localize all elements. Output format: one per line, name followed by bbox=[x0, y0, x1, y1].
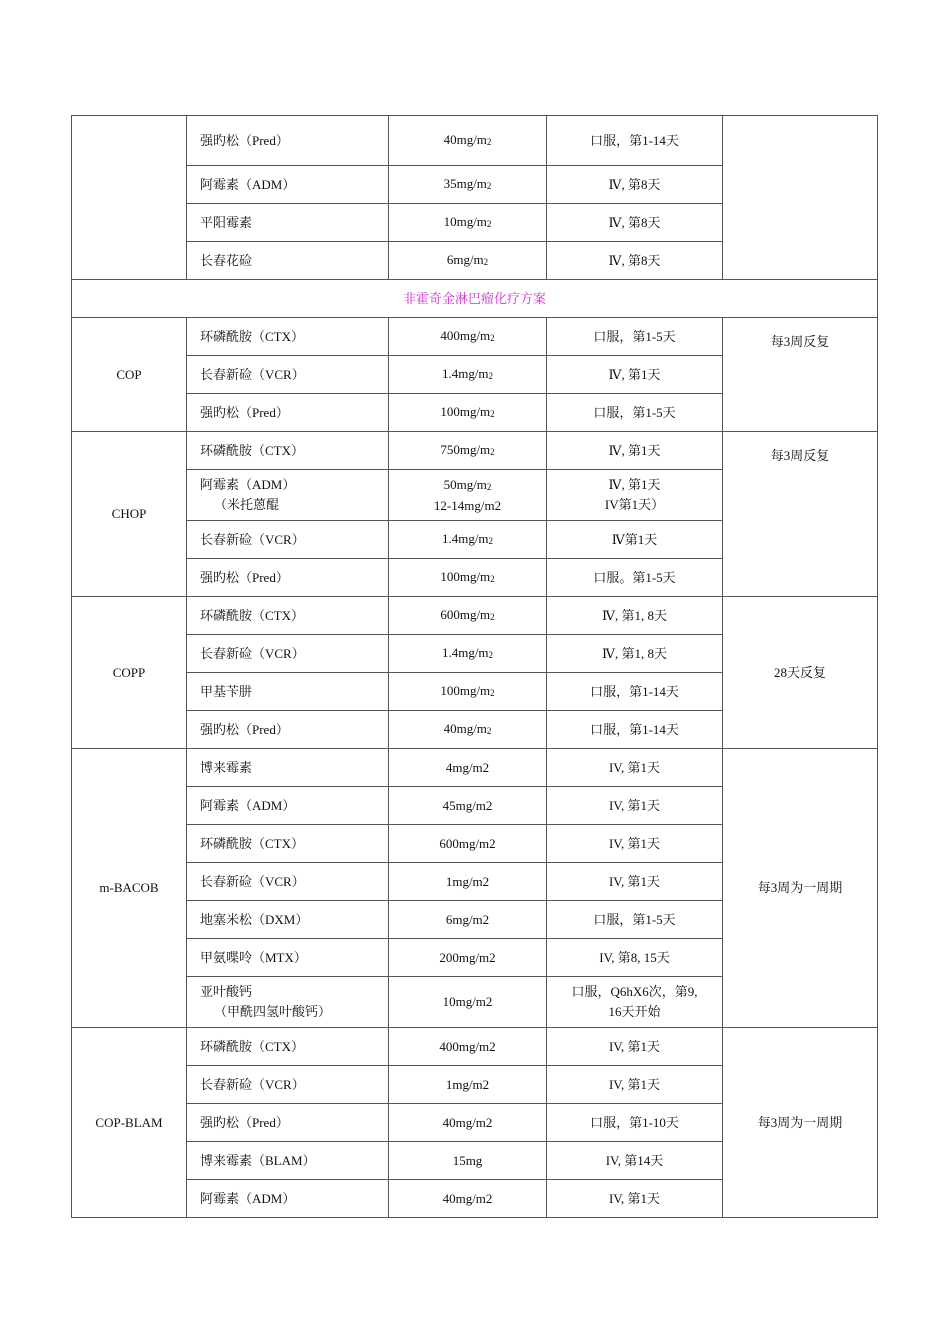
dose-cell bbox=[389, 863, 547, 901]
dose-cell bbox=[389, 711, 547, 749]
dose-value: 40mg/m bbox=[443, 132, 487, 147]
route-cell bbox=[547, 939, 723, 977]
drug-name: 强旳松（Pred） bbox=[200, 1114, 289, 1130]
route-cell bbox=[547, 356, 723, 394]
dose-value: 40mg/m2 bbox=[442, 1190, 493, 1206]
dose-unit-exponent: 2 bbox=[490, 612, 495, 622]
route-cell bbox=[547, 432, 723, 470]
dose-value: 4mg/m2 bbox=[445, 759, 490, 775]
drug-cell bbox=[187, 825, 389, 863]
dose-value: 600mg/m bbox=[440, 607, 491, 622]
dose-unit-exponent: 2 bbox=[486, 181, 492, 191]
drug-cell bbox=[187, 559, 389, 597]
dose-unit-exponent: 2 bbox=[486, 481, 492, 492]
cycle-note: 每3周为一周期 bbox=[723, 1028, 878, 1218]
regimen-name: m-BACOB bbox=[72, 749, 187, 1028]
drug-name: 长春新硷（VCR） bbox=[200, 873, 305, 889]
dose-cell bbox=[389, 470, 547, 521]
route-cell bbox=[547, 1104, 723, 1142]
dose-cell bbox=[389, 242, 547, 280]
drug-cell bbox=[187, 1028, 389, 1066]
dose-value-alt: 12-14mg/m2 bbox=[433, 497, 502, 513]
route-cell bbox=[547, 1142, 723, 1180]
drug-name: 阿霉素（ADM） bbox=[200, 1190, 296, 1206]
route-cell bbox=[547, 1028, 723, 1066]
route-cell bbox=[547, 977, 723, 1028]
route-schedule-alt: IV第1天） bbox=[604, 497, 665, 512]
drug-name: 阿霉素（ADM） bbox=[200, 176, 296, 192]
dose-unit-exponent: 2 bbox=[490, 333, 495, 343]
route-cell bbox=[547, 749, 723, 787]
route-cell bbox=[547, 166, 723, 204]
table-row bbox=[72, 597, 878, 635]
drug-cell bbox=[187, 394, 389, 432]
dose-cell bbox=[389, 116, 547, 166]
route-schedule: IV, 第1天 bbox=[608, 797, 661, 813]
dose-cell bbox=[389, 977, 547, 1028]
route-schedule: 口服，第1-14天 bbox=[590, 683, 679, 699]
dose-value: 6mg/m2 bbox=[445, 911, 490, 927]
dose-value: 35mg/m bbox=[443, 176, 487, 191]
section-header-row bbox=[72, 280, 878, 318]
dose-unit-exponent: 2 bbox=[488, 371, 494, 381]
section-title: 非霍奇金淋巴瘤化疗方案 bbox=[72, 280, 878, 318]
dose-cell bbox=[389, 1066, 547, 1104]
drug-name: 阿霉素（ADM） bbox=[200, 477, 296, 492]
route-schedule: 口服，第1-5天 bbox=[593, 404, 676, 420]
drug-name: 平阳霉素 bbox=[200, 214, 253, 230]
route-schedule: Ⅳ, 第8天 bbox=[608, 252, 661, 268]
drug-cell bbox=[187, 242, 389, 280]
dose-cell bbox=[389, 394, 547, 432]
drug-name: 强旳松（Pred） bbox=[200, 132, 289, 148]
drug-name: 博来霉素（BLAM） bbox=[200, 1152, 316, 1168]
route-cell bbox=[547, 318, 723, 356]
route-cell bbox=[547, 470, 723, 521]
drug-cell bbox=[187, 673, 389, 711]
drug-cell bbox=[187, 1104, 389, 1142]
route-cell bbox=[547, 1180, 723, 1218]
drug-name-alt: （甲酰四氢叶酸钙） bbox=[214, 1004, 332, 1019]
drug-cell bbox=[187, 1180, 389, 1218]
route-schedule: 口服，第1-10天 bbox=[590, 1114, 679, 1130]
route-cell bbox=[547, 787, 723, 825]
route-schedule: Ⅳ, 第8天 bbox=[608, 214, 661, 230]
dose-value: 10mg/m2 bbox=[442, 994, 493, 1009]
drug-name: 亚叶酸钙 bbox=[200, 984, 253, 999]
dose-unit-exponent: 2 bbox=[486, 219, 492, 229]
route-schedule: IV, 第1天 bbox=[608, 1076, 661, 1092]
drug-name: 环磷酰胺（CTX） bbox=[200, 607, 305, 623]
drug-cell bbox=[187, 1066, 389, 1104]
drug-name: 环磷酰胺（CTX） bbox=[200, 1038, 305, 1054]
dose-cell bbox=[389, 356, 547, 394]
cycle-cell-continued bbox=[723, 116, 878, 280]
drug-name: 长春新硷（VCR） bbox=[200, 531, 305, 547]
table-row bbox=[72, 318, 878, 356]
route-cell bbox=[547, 242, 723, 280]
drug-name: 长春新硷（VCR） bbox=[200, 1076, 305, 1092]
dose-value: 6mg/m bbox=[446, 252, 484, 267]
dose-value: 200mg/m2 bbox=[439, 949, 496, 965]
dose-cell bbox=[389, 204, 547, 242]
drug-name: 强旳松（Pred） bbox=[200, 569, 289, 585]
route-schedule: Ⅳ, 第1天 bbox=[608, 477, 661, 492]
drug-cell bbox=[187, 204, 389, 242]
dose-cell bbox=[389, 432, 547, 470]
dose-cell bbox=[389, 521, 547, 559]
dose-cell bbox=[389, 1142, 547, 1180]
regimen-table-page bbox=[71, 115, 877, 1221]
dose-cell bbox=[389, 1028, 547, 1066]
drug-cell bbox=[187, 432, 389, 470]
drug-cell bbox=[187, 901, 389, 939]
route-schedule: Ⅳ, 第1, 8天 bbox=[602, 607, 667, 623]
dose-value: 40mg/m bbox=[443, 721, 487, 736]
table-row bbox=[72, 432, 878, 470]
route-cell bbox=[547, 394, 723, 432]
dose-cell bbox=[389, 673, 547, 711]
dose-cell bbox=[389, 901, 547, 939]
drug-cell bbox=[187, 635, 389, 673]
drug-cell bbox=[187, 749, 389, 787]
route-schedule: 口服，第1-14天 bbox=[590, 721, 679, 737]
route-schedule: Ⅳ第1天 bbox=[611, 531, 658, 547]
drug-cell bbox=[187, 521, 389, 559]
route-cell bbox=[547, 635, 723, 673]
route-cell bbox=[547, 825, 723, 863]
dose-value: 100mg/m bbox=[440, 569, 491, 584]
table-row bbox=[72, 116, 878, 166]
dose-unit-exponent: 2 bbox=[483, 257, 489, 267]
drug-name: 强旳松（Pred） bbox=[200, 721, 289, 737]
dose-unit-exponent: 2 bbox=[490, 447, 495, 457]
dose-value: 10mg/m bbox=[443, 214, 487, 229]
drug-cell bbox=[187, 939, 389, 977]
route-schedule: IV, 第1天 bbox=[608, 1038, 661, 1054]
route-schedule: 口服，第1-14天 bbox=[590, 132, 679, 148]
route-schedule: 口服，第1-5天 bbox=[593, 328, 676, 344]
drug-name: 环磷酰胺（CTX） bbox=[200, 835, 305, 851]
dose-value: 40mg/m2 bbox=[442, 1114, 493, 1130]
dose-value: 400mg/m2 bbox=[439, 1038, 496, 1054]
regimen-cell-continued bbox=[72, 116, 187, 280]
route-schedule: IV, 第14天 bbox=[605, 1152, 664, 1168]
drug-cell bbox=[187, 1142, 389, 1180]
route-cell bbox=[547, 521, 723, 559]
drug-cell bbox=[187, 597, 389, 635]
dose-cell bbox=[389, 1104, 547, 1142]
drug-name: 地塞米松（DXM） bbox=[200, 911, 309, 927]
route-schedule-alt: 16天开始 bbox=[608, 1004, 661, 1019]
route-schedule: 口服。第1-5天 bbox=[593, 569, 676, 585]
drug-name: 强旳松（Pred） bbox=[200, 404, 289, 420]
dose-value: 1.4mg/m bbox=[441, 531, 489, 546]
dose-value: 750mg/m bbox=[440, 442, 491, 457]
cycle-note: 每3周为一周期 bbox=[723, 749, 878, 1028]
route-cell bbox=[547, 673, 723, 711]
route-schedule: Ⅳ, 第8天 bbox=[608, 176, 661, 192]
dose-value: 600mg/m2 bbox=[439, 835, 496, 851]
drug-cell bbox=[187, 318, 389, 356]
route-cell bbox=[547, 1066, 723, 1104]
drug-cell bbox=[187, 116, 389, 166]
drug-name: 长春新硷（VCR） bbox=[200, 366, 305, 382]
dose-value: 50mg/m bbox=[443, 476, 487, 492]
route-cell bbox=[547, 901, 723, 939]
regimen-name: CHOP bbox=[72, 432, 187, 597]
dose-cell bbox=[389, 559, 547, 597]
route-schedule: Ⅳ, 第1天 bbox=[608, 366, 661, 382]
dose-unit-exponent: 2 bbox=[490, 688, 495, 698]
drug-name: 长春新硷（VCR） bbox=[200, 645, 305, 661]
dose-value: 15mg bbox=[452, 1152, 483, 1168]
cycle-note: 28天反复 bbox=[723, 597, 878, 749]
drug-cell bbox=[187, 470, 389, 521]
dose-unit-exponent: 2 bbox=[486, 137, 492, 147]
dose-cell bbox=[389, 939, 547, 977]
dose-value: 100mg/m bbox=[440, 683, 491, 698]
route-schedule: IV, 第8, 15天 bbox=[599, 949, 670, 965]
dose-cell bbox=[389, 318, 547, 356]
drug-name: 环磷酰胺（CTX） bbox=[200, 442, 305, 458]
drug-name: 阿霉素（ADM） bbox=[200, 797, 296, 813]
drug-name: 环磷酰胺（CTX） bbox=[200, 328, 305, 344]
drug-cell bbox=[187, 356, 389, 394]
dose-value: 400mg/m bbox=[440, 328, 491, 343]
dose-cell bbox=[389, 597, 547, 635]
dose-cell bbox=[389, 1180, 547, 1218]
route-schedule: 口服，第1-5天 bbox=[593, 911, 676, 927]
dose-unit-exponent: 2 bbox=[488, 650, 494, 660]
route-schedule: 口服，Q6hX6次，第9, bbox=[571, 984, 698, 999]
drug-name: 博来霉素 bbox=[200, 759, 253, 775]
chemo-regimen-table bbox=[71, 115, 878, 1218]
dose-cell bbox=[389, 825, 547, 863]
dose-value: 1mg/m2 bbox=[445, 1076, 490, 1092]
route-schedule: Ⅳ, 第1天 bbox=[608, 442, 661, 458]
dose-unit-exponent: 2 bbox=[490, 574, 495, 584]
dose-unit-exponent: 2 bbox=[486, 726, 492, 736]
dose-value: 1mg/m2 bbox=[445, 873, 490, 889]
route-cell bbox=[547, 116, 723, 166]
table-row bbox=[72, 1028, 878, 1066]
dose-value: 45mg/m2 bbox=[442, 797, 493, 813]
drug-cell bbox=[187, 787, 389, 825]
route-cell bbox=[547, 863, 723, 901]
dose-cell bbox=[389, 166, 547, 204]
drug-name: 甲基苄肼 bbox=[200, 683, 253, 699]
regimen-name: COPP bbox=[72, 597, 187, 749]
regimen-name: COP-BLAM bbox=[72, 1028, 187, 1218]
dose-value: 1.4mg/m bbox=[441, 366, 489, 381]
route-schedule: IV, 第1天 bbox=[608, 1190, 661, 1206]
dose-cell bbox=[389, 635, 547, 673]
drug-name-alt: （米托蒽醌 bbox=[214, 497, 280, 512]
drug-cell bbox=[187, 166, 389, 204]
cycle-note: 每3周反复 bbox=[723, 432, 878, 597]
route-schedule: IV, 第1天 bbox=[608, 759, 661, 775]
route-cell bbox=[547, 559, 723, 597]
dose-unit-exponent: 2 bbox=[490, 409, 495, 419]
cycle-note: 每3周反复 bbox=[723, 318, 878, 432]
regimen-name: COP bbox=[72, 318, 187, 432]
table-row bbox=[72, 749, 878, 787]
drug-name: 长春花硷 bbox=[200, 252, 253, 268]
dose-value: 1.4mg/m bbox=[441, 645, 489, 660]
drug-cell bbox=[187, 711, 389, 749]
drug-name: 甲氨喋呤（MTX） bbox=[200, 949, 307, 965]
dose-cell bbox=[389, 787, 547, 825]
route-schedule: Ⅳ, 第1, 8天 bbox=[602, 645, 667, 661]
route-cell bbox=[547, 204, 723, 242]
drug-cell bbox=[187, 863, 389, 901]
drug-cell bbox=[187, 977, 389, 1028]
route-schedule: IV, 第1天 bbox=[608, 873, 661, 889]
dose-cell bbox=[389, 749, 547, 787]
route-cell bbox=[547, 597, 723, 635]
route-schedule: IV, 第1天 bbox=[608, 835, 661, 851]
route-cell bbox=[547, 711, 723, 749]
dose-unit-exponent: 2 bbox=[488, 536, 494, 546]
dose-value: 100mg/m bbox=[440, 404, 491, 419]
